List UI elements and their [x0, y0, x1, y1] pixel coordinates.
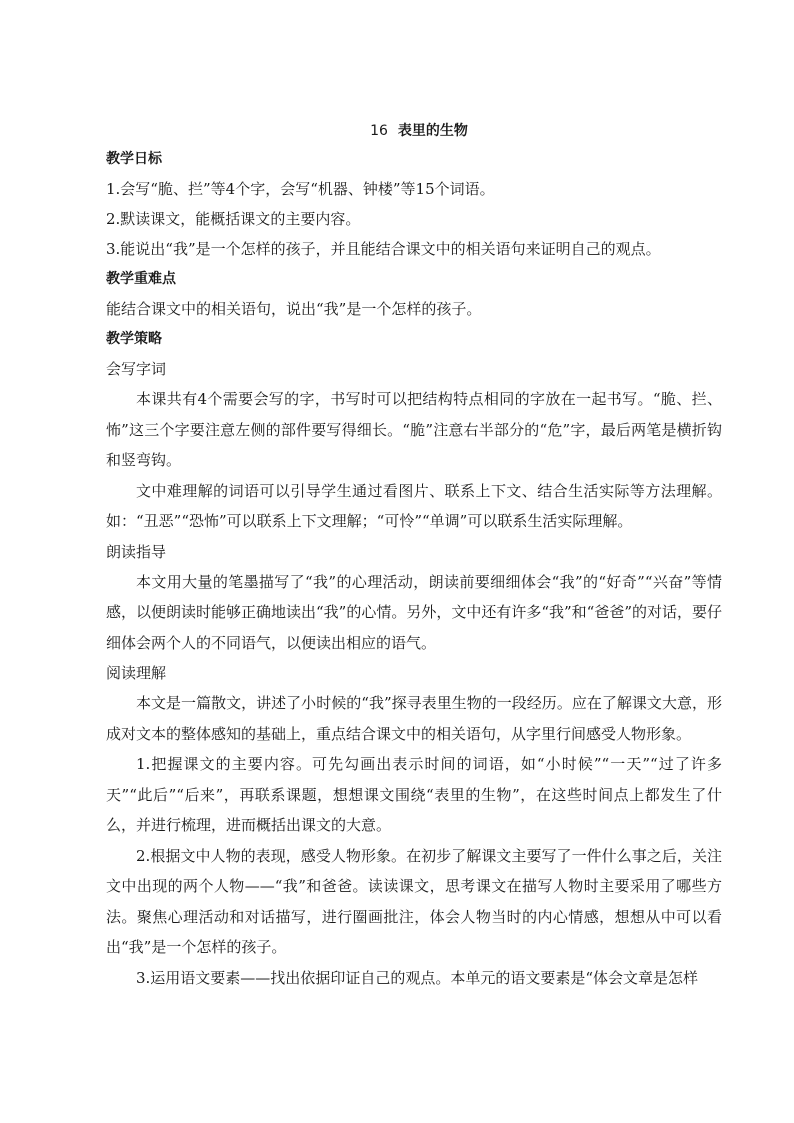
key-points-text: 能结合课文中的相关语句，说出“我”是一个怎样的孩子。: [106, 300, 482, 318]
comprehension-paragraph-3: 2.根据文中人物的表现，感受人物形象。在初步了解课文主要写了一件什么事之后，关注文中出现的两个人物——“我”和爸爸。读读课文，思考课文在描写人物时主要采用了哪些方法。聚焦心理活动和对话描写，进行圈画批注，体会人物当时的内心情感，想想从中可以看出“我”是一个怎样的孩子。: [106, 846, 722, 956]
writing-paragraph-2: 文中难理解的词语可以引导学生通过看图片、联系上下文、结合生活实际等方法理解。如：“丑恶”“恐怖”可以联系上下文理解；“可怜”“单调”可以联系生活实际理解。: [106, 481, 722, 530]
lesson-title-text: 表里的生物: [397, 123, 468, 139]
document-page: [106, 118, 722, 993]
goal-item-3: 3.能说出“我”是一个怎样的孩子，并且能结合课文中的相关语句来证明自己的观点。: [106, 240, 661, 258]
writing-subheading: 会写字词: [106, 360, 167, 378]
reading-aloud-subheading: 朗读指导: [106, 542, 167, 561]
reading-aloud-paragraph: 本文用大量的笔墨描写了“我”的心理活动，朗读前要细细体会“我”的“好奇”“兴奋”等情感，以便朗读时能够正确地读出“我”的心情。另外，文中还有许多“我”和“爸爸”的对话，要仔细体会两个人的不同语气，以便读出相应的语气。: [106, 572, 723, 652]
comprehension-paragraph-1: 本文是一篇散文，讲述了小时候的“我”探寻表里生物的一段经历。应在了解课文大意，形成对文本的整体感知的基础上，重点结合课文中的相关语句，从字里行间感受人物形象。: [106, 694, 722, 743]
comprehension-subheading: 阅读理解: [106, 664, 167, 682]
key-points-heading: 教学重难点: [106, 271, 176, 287]
lesson-number: 16: [370, 123, 388, 139]
comprehension-paragraph-4: 3.运用语文要素——找出依据印证自己的观点。本单元的语文要素是“体会文章是怎样: [136, 968, 698, 987]
goal-item-2: 2.默读课文，能概括课文的主要内容。: [106, 210, 361, 228]
goals-heading: 教学日标: [106, 151, 162, 167]
writing-paragraph-1: 本课共有4个需要会写的字，书写时可以把结构特点相同的字放在一起书写。“脆、拦、怖”这三个字要注意左侧的部件要写得细长。“脆”注意右半部分的“危”字，最后两笔是横折钩和竖弯钩。: [106, 390, 722, 469]
strategy-heading: 教学策略: [106, 331, 162, 347]
comprehension-paragraph-2: 1.把握课文的主要内容。可先勾画出表示时间的词语，如“小时候”“一天”“过了许多天”“此后”“后来”，再联系课题，想想课文围绕“表里的生物”，在这些时间点上都发生了什么，并进行梳理，进而概括出课文的大意。: [106, 755, 722, 834]
lesson-title: [106, 118, 722, 144]
goal-item-1: 1.会写“脆、拦”等4个字，会写“机器、钟楼”等15个词语。: [106, 180, 495, 198]
